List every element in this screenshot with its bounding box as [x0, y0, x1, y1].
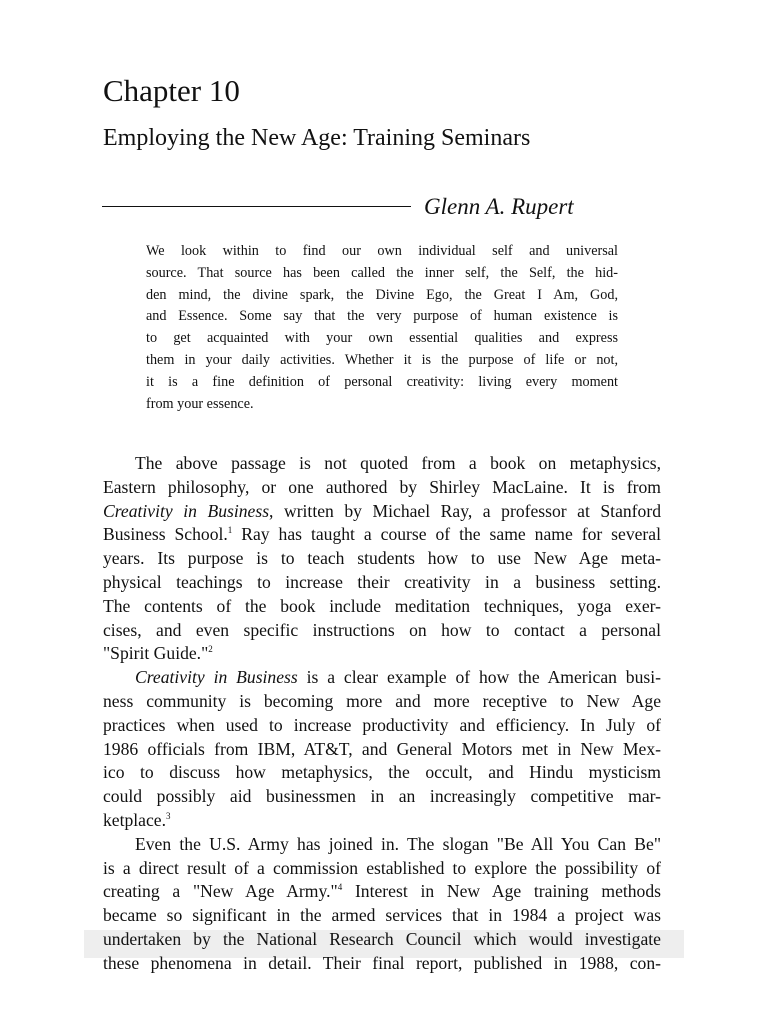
- paragraph-1-line: [103, 571, 661, 595]
- text-run: is a clear example of how the American busi-: [297, 667, 661, 688]
- epigraph-block: [146, 241, 618, 415]
- paragraph-2-line: [103, 761, 661, 785]
- text-run: The above passage is not quoted from a book on metaphysics,: [135, 453, 661, 473]
- text-run: , written by Michael Ray, a professor at Stanford: [269, 500, 661, 521]
- chapter-title: Employing the New Age: Training Seminars: [103, 125, 531, 151]
- paragraph-1-line: [103, 547, 661, 571]
- text-run: The contents of the book include meditation techniques, yoga exer-: [103, 595, 661, 616]
- paragraph-2-line: [103, 666, 661, 690]
- paragraph-1-line: [103, 500, 661, 524]
- paragraph-1-line: [103, 476, 661, 500]
- text-run: practices when used to increase productivity and efficiency. In July of: [103, 714, 661, 735]
- paragraph-1-line: [103, 595, 661, 619]
- author-rule: [102, 206, 411, 207]
- paragraph-3-line: [103, 928, 661, 952]
- chapter-number: Chapter 10: [103, 73, 240, 108]
- footnote-marker: 3: [166, 811, 171, 822]
- text-run: ico to discuss how metaphysics, the occult, and Hindu mysticism: [103, 762, 661, 783]
- text-run: could possibly aid businessmen in an increasingly competitive mar-: [103, 786, 661, 807]
- text-run: became so significant in the armed services that in 1984 a project was: [103, 905, 661, 926]
- paragraph-2-line: [103, 738, 661, 762]
- footnote-marker: 1: [227, 525, 233, 536]
- text-run: Business School.: [103, 524, 228, 545]
- footnote-marker: 2: [208, 644, 213, 655]
- text-run: ness community is becoming more and more receptive to New Age: [103, 690, 661, 711]
- text-run: undertaken by the National Research Council which would investigate: [103, 928, 661, 949]
- paragraph-2-line: [103, 785, 661, 809]
- paragraph-2-line: [103, 714, 661, 738]
- text-run: cises, and even specific instructions on how to contact a personal: [103, 619, 661, 640]
- text-run: Interest in New Age training methods: [342, 881, 661, 902]
- text-run: these phenomena in detail. Their final report, published in 1988, con-: [103, 952, 661, 973]
- footnote-marker: 4: [337, 882, 343, 893]
- chapter-author: Glenn A. Rupert: [424, 194, 574, 219]
- text-run: years. Its purpose is to teach students how to use New Age meta-: [103, 548, 661, 569]
- epigraph-line: den mind, the divine spark, the Divine Ego, the Great I Am, God,: [146, 286, 618, 303]
- text-run: "Spirit Guide.": [103, 643, 209, 664]
- text-run: physical teachings to increase their creativity in a business setting.: [103, 571, 661, 592]
- paragraph-1-line: [103, 523, 661, 547]
- paragraph-1-line: [103, 452, 661, 476]
- text-run: is a direct result of a commission established to explore the possibility of: [103, 857, 661, 878]
- text-run: ketplace.: [103, 809, 167, 830]
- book-title-italic: Creativity in Business: [103, 500, 270, 521]
- paragraph-3-line: [103, 857, 661, 881]
- epigraph-line: from your essence.: [146, 395, 254, 412]
- paragraph-1-line: [103, 619, 661, 643]
- text-run: creating a "New Age Army.": [103, 881, 338, 902]
- text-run: Even the U.S. Army has joined in. The slogan "Be All You Can Be": [135, 833, 661, 854]
- epigraph-line: source. That source has been called the inner self, the Self, the hid-: [146, 264, 618, 281]
- text-run: Eastern philosophy, or one authored by Shirley MacLaine. It is from: [103, 476, 661, 497]
- epigraph-line: We look within to find our own individual self and universal: [146, 243, 618, 259]
- epigraph-line: them in your daily activities. Whether it is the purpose of life or not,: [146, 351, 618, 368]
- paragraph-3-line: [103, 880, 661, 904]
- epigraph-line: it is a fine definition of personal creativity: living every moment: [146, 373, 618, 390]
- text-run: Ray has taught a course of the same name for several: [232, 524, 661, 545]
- paragraph-2-line: [103, 690, 661, 714]
- paragraph-2-line: [103, 809, 661, 833]
- paragraph-1-line: [103, 642, 661, 666]
- epigraph-line: and Essence. Some say that the very purpose of human existence is: [146, 308, 618, 325]
- body-text: [103, 452, 661, 976]
- epigraph-line: to get acquainted with your own essential qualities and express: [146, 330, 618, 347]
- paragraph-3-line: [103, 952, 661, 976]
- paragraph-3-line: [103, 833, 661, 857]
- book-title-italic: Creativity in Business: [135, 667, 298, 688]
- text-run: 1986 officials from IBM, AT&T, and General Motors met in New Mex-: [103, 738, 661, 759]
- paragraph-3-line: [103, 904, 661, 928]
